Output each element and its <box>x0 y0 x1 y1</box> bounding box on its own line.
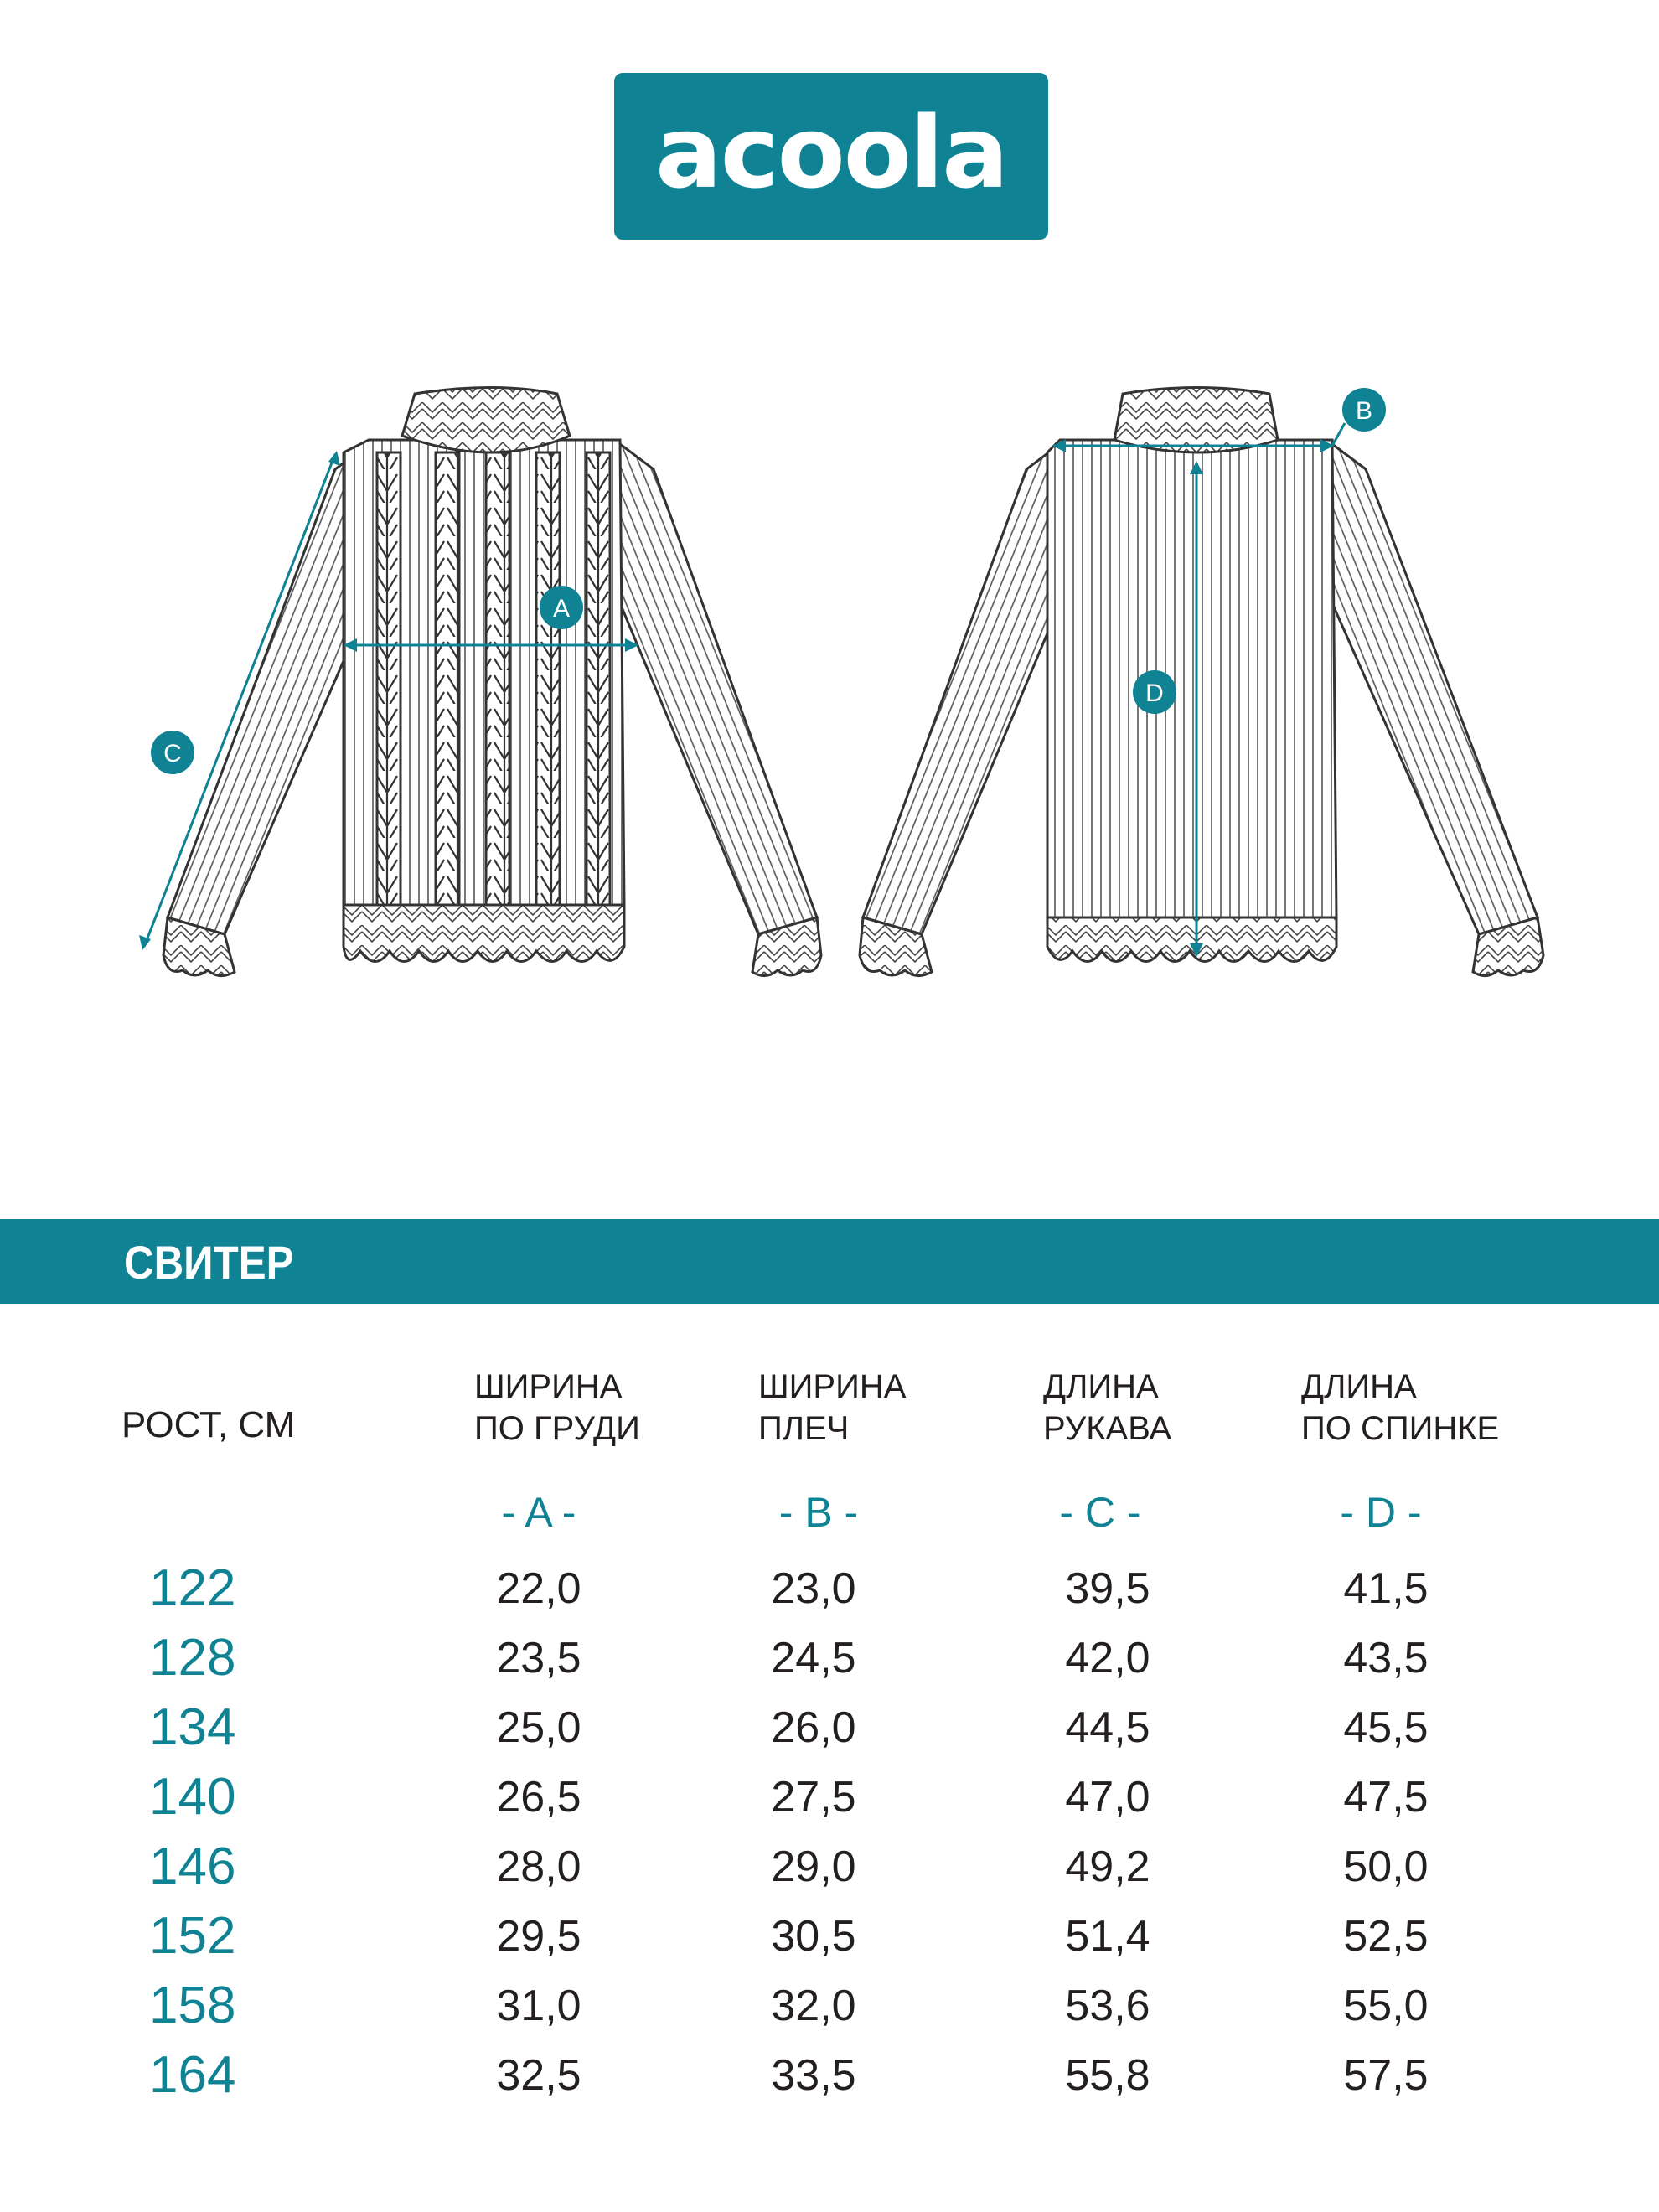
cell-value: 26,0 <box>771 1703 856 1752</box>
cell-value: 24,5 <box>771 1634 856 1682</box>
cell-value: 32,0 <box>771 1982 856 2030</box>
column-header-line1: ШИРИНА <box>474 1368 623 1405</box>
marker-b-label: B <box>1355 397 1373 425</box>
marker-c-label: C <box>163 740 182 767</box>
column-header-line2: ПО ГРУДИ <box>474 1410 640 1447</box>
cell-value: 26,5 <box>496 1773 581 1822</box>
cell-value: 41,5 <box>1343 1564 1429 1613</box>
cell-value: 45,5 <box>1343 1703 1429 1752</box>
cell-value: 29,0 <box>771 1842 856 1891</box>
height-value: 140 <box>149 1768 236 1826</box>
column-header-line2: ПЛЕЧ <box>758 1410 850 1447</box>
cell-value: 55,0 <box>1343 1982 1429 2030</box>
brand-logo <box>614 73 1048 240</box>
column-header-chest <box>474 1366 640 1450</box>
cell-value: 47,5 <box>1343 1773 1429 1822</box>
cell-value: 28,0 <box>496 1842 581 1891</box>
column-header-line1: ШИРИНА <box>758 1368 907 1405</box>
column-letter-d: - D - <box>1340 1489 1422 1536</box>
height-value: 128 <box>149 1629 236 1687</box>
cell-value: 29,5 <box>496 1912 581 1961</box>
marker-a-label: A <box>552 595 571 623</box>
table-row <box>0 2042 1659 2109</box>
cell-value: 33,5 <box>771 2051 856 2100</box>
marker-a-icon <box>540 586 583 629</box>
cell-value: 25,0 <box>496 1703 581 1752</box>
column-header-sleeve <box>1043 1366 1171 1450</box>
cell-value: 30,5 <box>771 1912 856 1961</box>
section-title: СВИТЕР <box>124 1236 294 1289</box>
height-value: 164 <box>149 2046 236 2104</box>
cell-value: 53,6 <box>1065 1982 1150 2030</box>
cell-value: 23,5 <box>496 1634 581 1682</box>
height-header: РОСТ, СМ <box>121 1404 296 1445</box>
column-header-line2: РУКАВА <box>1043 1410 1172 1447</box>
height-value: 146 <box>149 1837 236 1895</box>
cell-value: 51,4 <box>1065 1912 1150 1961</box>
column-header-back-length <box>1301 1366 1499 1450</box>
cell-value: 47,0 <box>1065 1773 1150 1822</box>
table-row <box>0 1694 1659 1761</box>
height-value: 122 <box>149 1559 236 1617</box>
cell-value: 39,5 <box>1065 1564 1150 1613</box>
column-header-line1: ДЛИНА <box>1301 1368 1417 1405</box>
column-header-line2: ПО СПИНКЕ <box>1301 1410 1500 1447</box>
table-row <box>0 1972 1659 2039</box>
height-value: 152 <box>149 1907 236 1965</box>
marker-d-icon <box>1133 670 1176 714</box>
cell-value: 31,0 <box>496 1982 581 2030</box>
marker-c-icon <box>151 731 194 774</box>
logo-text: acoola <box>655 94 1007 210</box>
column-letter-b: - B - <box>778 1489 859 1536</box>
cell-value: 27,5 <box>771 1773 856 1822</box>
cell-value: 49,2 <box>1065 1842 1150 1891</box>
column-letter-a: - A - <box>501 1489 576 1536</box>
table-row <box>0 1903 1659 1970</box>
cell-value: 50,0 <box>1343 1842 1429 1891</box>
section-band <box>0 1219 1659 1304</box>
cell-value: 44,5 <box>1065 1703 1150 1752</box>
back-view <box>860 388 1543 976</box>
column-header-shoulders <box>758 1366 906 1450</box>
cell-value: 32,5 <box>496 2051 581 2100</box>
cell-value: 23,0 <box>771 1564 856 1613</box>
column-header-line1: ДЛИНА <box>1043 1368 1159 1405</box>
table-row <box>0 1625 1659 1692</box>
height-value: 158 <box>149 1977 236 2034</box>
cell-value: 57,5 <box>1343 2051 1429 2100</box>
cell-value: 52,5 <box>1343 1912 1429 1961</box>
column-letter-c: - C - <box>1059 1489 1141 1536</box>
table-row <box>0 1833 1659 1900</box>
marker-d-label: D <box>1145 680 1164 707</box>
sweater-illustration <box>0 369 1659 1005</box>
table-row <box>0 1764 1659 1831</box>
cell-value: 42,0 <box>1065 1634 1150 1682</box>
height-value: 134 <box>149 1698 236 1756</box>
cell-value: 55,8 <box>1065 2051 1150 2100</box>
cell-value: 43,5 <box>1343 1634 1429 1682</box>
table-row <box>0 1555 1659 1622</box>
front-view <box>163 388 821 976</box>
marker-b-icon <box>1342 388 1386 432</box>
cell-value: 22,0 <box>496 1564 581 1613</box>
